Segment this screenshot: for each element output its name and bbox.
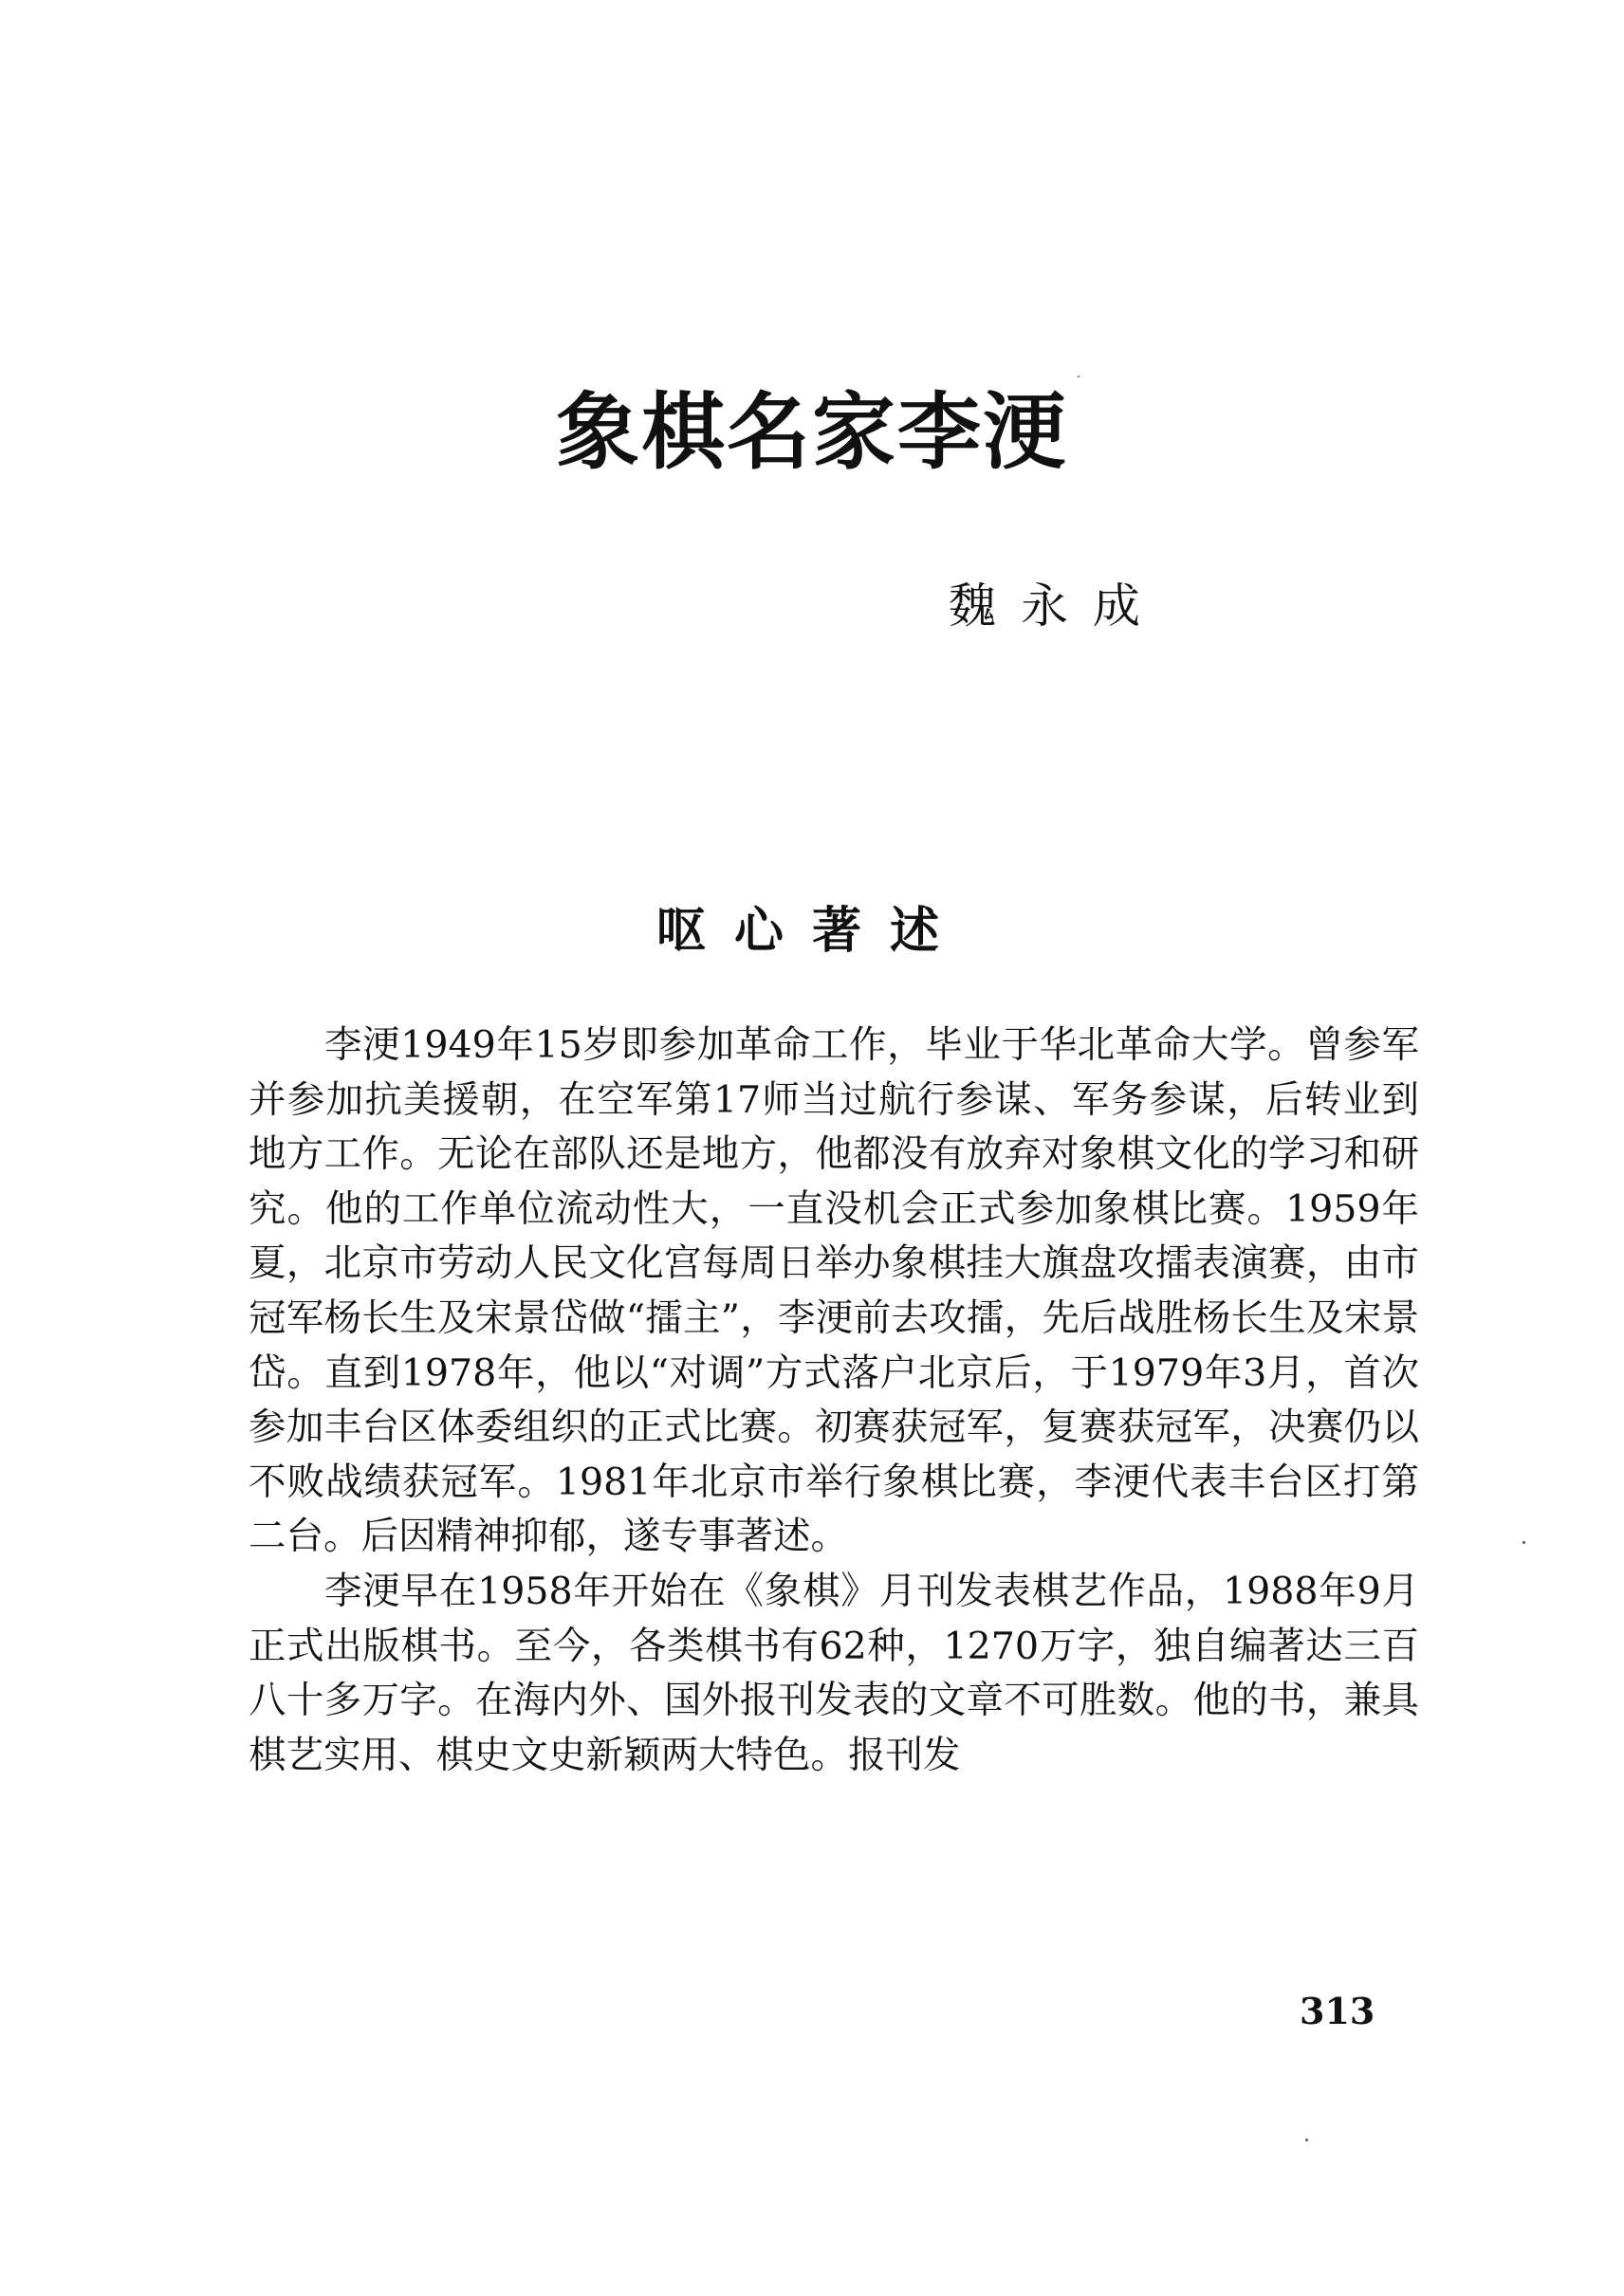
body-text (249, 1019, 1419, 1783)
page-number: 313 (1300, 1990, 1375, 2032)
scan-speck (1078, 376, 1080, 377)
article-title: 象棋名家李浭 (555, 382, 1068, 481)
paragraph-1: 李浭1949年15岁即参加革命工作，毕业于华北革命大学。曾参军并参加抗美援朝，在空军第17师当过航行参谋、军务参谋，后转业到地方工作。无论在部队还是地方，他都没有放弃对象棋文化的学习和研究。他的工作单位流动性大，一直没机会正式参加象棋比赛。1959年夏，北京市劳动人民文化宫每周日举办象棋挂大旗盘攻擂表演赛，由市冠军杨长生及宋景岱做“擂主”，李浭前去攻擂，先后战胜杨长生及宋景岱。直到1978年，他以“对调”方式落户北京后，于1979年3月，首次参加丰台区体委组织的正式比赛。初赛获冠军，复赛获冠军，决赛仍以不败战绩获冠军。1981年北京市举行象棋比赛，李浭代表丰台区打第二台。后因精神抑郁，遂专事著述。 (249, 1023, 1419, 1559)
paragraph-2: 李浭早在1958年开始在《象棋》月刊发表棋艺作品，1988年9月正式出版棋书。至今，各类棋书有62种，1270万字，独自编著达三百八十多万字。在海内外、国外报刊发表的文章不可胜数。他的书，兼具棋艺实用、棋史文史新颖两大特色。报刊发 (249, 1569, 1419, 1777)
scan-speck (1305, 2139, 1308, 2141)
section-heading: 呕心著述 (655, 903, 968, 960)
author-name: 魏永成 (949, 579, 1165, 634)
scan-speck (1522, 1541, 1525, 1544)
